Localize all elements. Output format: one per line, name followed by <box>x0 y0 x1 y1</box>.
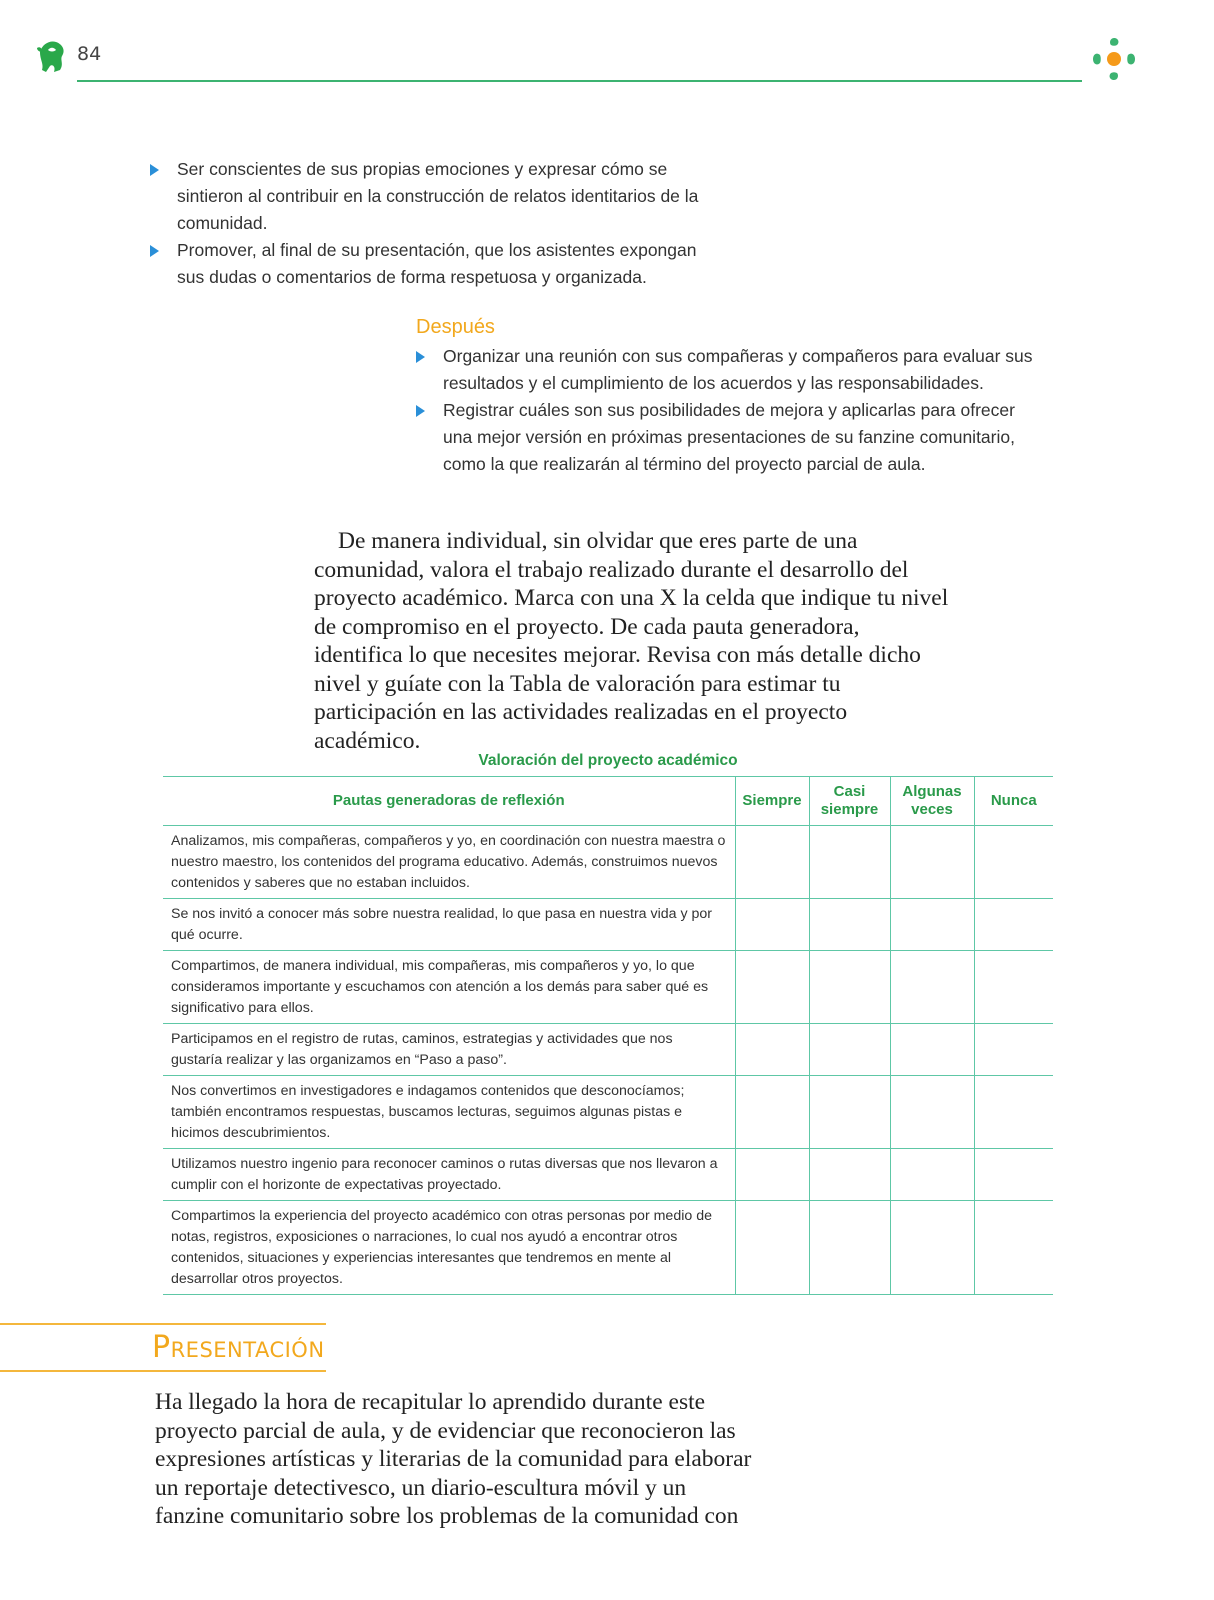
list-item <box>416 397 1036 478</box>
list-item-text: Ser conscientes de sus propias emociones y expresar cómo se sintieron al contribuir en la construcción de relatos identitarios de la comunidad. <box>177 159 699 233</box>
mark-cell-nunca[interactable] <box>974 1024 1053 1076</box>
presentation-paragraph: Ha llegado la hora de recapitular lo aprendido durante este proyecto parcial de aula, y de evidenciar que reconocieron las expresiones artísticas y literarias de la comunidad para elaborar un reportaje detectivesco, un diario-escultura móvil y un fanzine comunitario sobre los problemas de la comunidad con <box>155 1389 752 1529</box>
table-row <box>163 899 1053 951</box>
bullet-arrow-icon <box>150 245 159 257</box>
criterion-cell: Compartimos, de manera individual, mis compañeras, mis compañeros y yo, lo que consideramos importante y escuchamos con atención a los demás para saber qué es significativo para ellos. <box>163 951 735 1024</box>
table-header-row <box>163 777 1053 826</box>
table-caption: Valoración del proyecto académico <box>478 752 738 769</box>
criterion-cell: Participamos en el registro de rutas, caminos, estrategias y actividades que nos gustaría realizar y las organizamos en “Paso a paso”. <box>163 1024 735 1076</box>
mark-cell-siempre[interactable] <box>735 1149 809 1201</box>
table-row <box>163 1024 1053 1076</box>
criterion-cell: Utilizamos nuestro ingenio para reconocer caminos o rutas diversas que nos llevaron a cumplir con el horizonte de expectativas proyectado. <box>163 1149 735 1201</box>
criterion-cell: Se nos invitó a conocer más sobre nuestra realidad, lo que pasa en nuestra vida y por qué ocurre. <box>163 899 735 951</box>
mark-cell-algunas-veces[interactable] <box>890 1024 974 1076</box>
mark-cell-casi-siempre[interactable] <box>809 1201 890 1295</box>
mark-cell-nunca[interactable] <box>974 951 1053 1024</box>
mark-cell-algunas-veces[interactable] <box>890 951 974 1024</box>
mark-cell-casi-siempre[interactable] <box>809 1024 890 1076</box>
list-item <box>416 343 1036 397</box>
mark-cell-siempre[interactable] <box>735 826 809 899</box>
mark-cell-algunas-veces[interactable] <box>890 1201 974 1295</box>
mark-cell-siempre[interactable] <box>735 1024 809 1076</box>
bullet-arrow-icon <box>416 405 425 417</box>
table-row <box>163 826 1053 899</box>
list-item-text: Registrar cuáles son sus posibilidades de mejora y aplicarlas para ofrecer una mejor versión en próximas presentaciones de su fanzine comunitario, como la que realizarán al término del proyecto parcial de aula. <box>443 400 1015 474</box>
bullet-arrow-icon <box>150 164 159 176</box>
mark-cell-nunca[interactable] <box>974 826 1053 899</box>
criterion-cell: Compartimos la experiencia del proyecto académico con otras personas por medio de notas, registros, exposiciones o narraciones, lo cual nos ayudó a encontrar otros contenidos, situaciones y experiencias interesantes que tendremos en mente al desarrollar otros proyectos. <box>163 1201 735 1295</box>
table-row <box>163 951 1053 1024</box>
criterion-cell: Nos convertimos en investigadores e indagamos contenidos que desconocíamos; también encontramos respuestas, buscamos lecturas, seguimos algunas pistas e hicimos descubrimientos. <box>163 1076 735 1149</box>
table-row <box>163 1076 1053 1149</box>
section-heading-despues: Después <box>416 316 495 338</box>
mark-cell-algunas-veces[interactable] <box>890 1076 974 1149</box>
mark-cell-algunas-veces[interactable] <box>890 826 974 899</box>
mark-cell-nunca[interactable] <box>974 1149 1053 1201</box>
table-row <box>163 1149 1053 1201</box>
bullet-list-top <box>150 156 710 291</box>
bullet-arrow-icon <box>416 351 425 363</box>
mark-cell-algunas-veces[interactable] <box>890 1149 974 1201</box>
section-rule-bottom <box>0 1370 326 1372</box>
mark-cell-casi-siempre[interactable] <box>809 951 890 1024</box>
list-item <box>150 156 710 237</box>
header-siempre: Siempre <box>735 777 809 826</box>
mark-cell-casi-siempre[interactable] <box>809 826 890 899</box>
mark-cell-casi-siempre[interactable] <box>809 1149 890 1201</box>
list-item <box>150 237 710 291</box>
mark-cell-casi-siempre[interactable] <box>809 899 890 951</box>
mark-cell-nunca[interactable] <box>974 1201 1053 1295</box>
orange-green-flower-icon <box>1087 34 1141 84</box>
list-item-text: Organizar una reunión con sus compañeras y compañeros para evaluar sus resultados y el cumplimiento de los acuerdos y las responsabilidades. <box>443 346 1033 393</box>
page-number: 84 <box>77 43 102 65</box>
header-algunas-veces: Algunas veces <box>890 777 974 826</box>
section-rule-top <box>0 1323 326 1325</box>
mark-cell-siempre[interactable] <box>735 899 809 951</box>
mark-cell-nunca[interactable] <box>974 1076 1053 1149</box>
header-casi-siempre: Casi siempre <box>809 777 890 826</box>
mark-cell-siempre[interactable] <box>735 1201 809 1295</box>
bullet-list-despues <box>416 343 1036 478</box>
header-divider <box>77 80 1082 82</box>
mark-cell-casi-siempre[interactable] <box>809 1076 890 1149</box>
criterion-cell: Analizamos, mis compañeras, compañeros y yo, en coordinación con nuestra maestra o nuestro maestro, los contenidos del programa educativo. Además, construimos nuevos contenidos y saberes que no estaban incluidos. <box>163 826 735 899</box>
mark-cell-siempre[interactable] <box>735 951 809 1024</box>
header-pautas: Pautas generadoras de reflexión <box>163 777 735 826</box>
section-heading-presentacion: Presentación <box>152 1330 325 1365</box>
header-nunca: Nunca <box>974 777 1053 826</box>
green-leaf-figure-icon <box>36 38 68 74</box>
assessment-table <box>163 776 1053 1295</box>
table-row <box>163 1201 1053 1295</box>
list-item-text: Promover, al final de su presentación, que los asistentes expongan sus dudas o comentarios de forma respetuosa y organizada. <box>177 240 697 287</box>
mark-cell-nunca[interactable] <box>974 899 1053 951</box>
mark-cell-algunas-veces[interactable] <box>890 899 974 951</box>
mark-cell-siempre[interactable] <box>735 1076 809 1149</box>
intro-paragraph: De manera individual, sin olvidar que eres parte de una comunidad, valora el trabajo realizado durante el desarrollo del proyecto académico. Marca con una X la celda que indique tu nivel de compromiso en el proyecto. De cada pauta generadora, identifica lo que necesites mejorar. Revisa con más detalle dicho nivel y guíate con la Tabla de valoración para estimar tu participación en las actividades realizadas en el proyecto académico. <box>314 528 949 754</box>
